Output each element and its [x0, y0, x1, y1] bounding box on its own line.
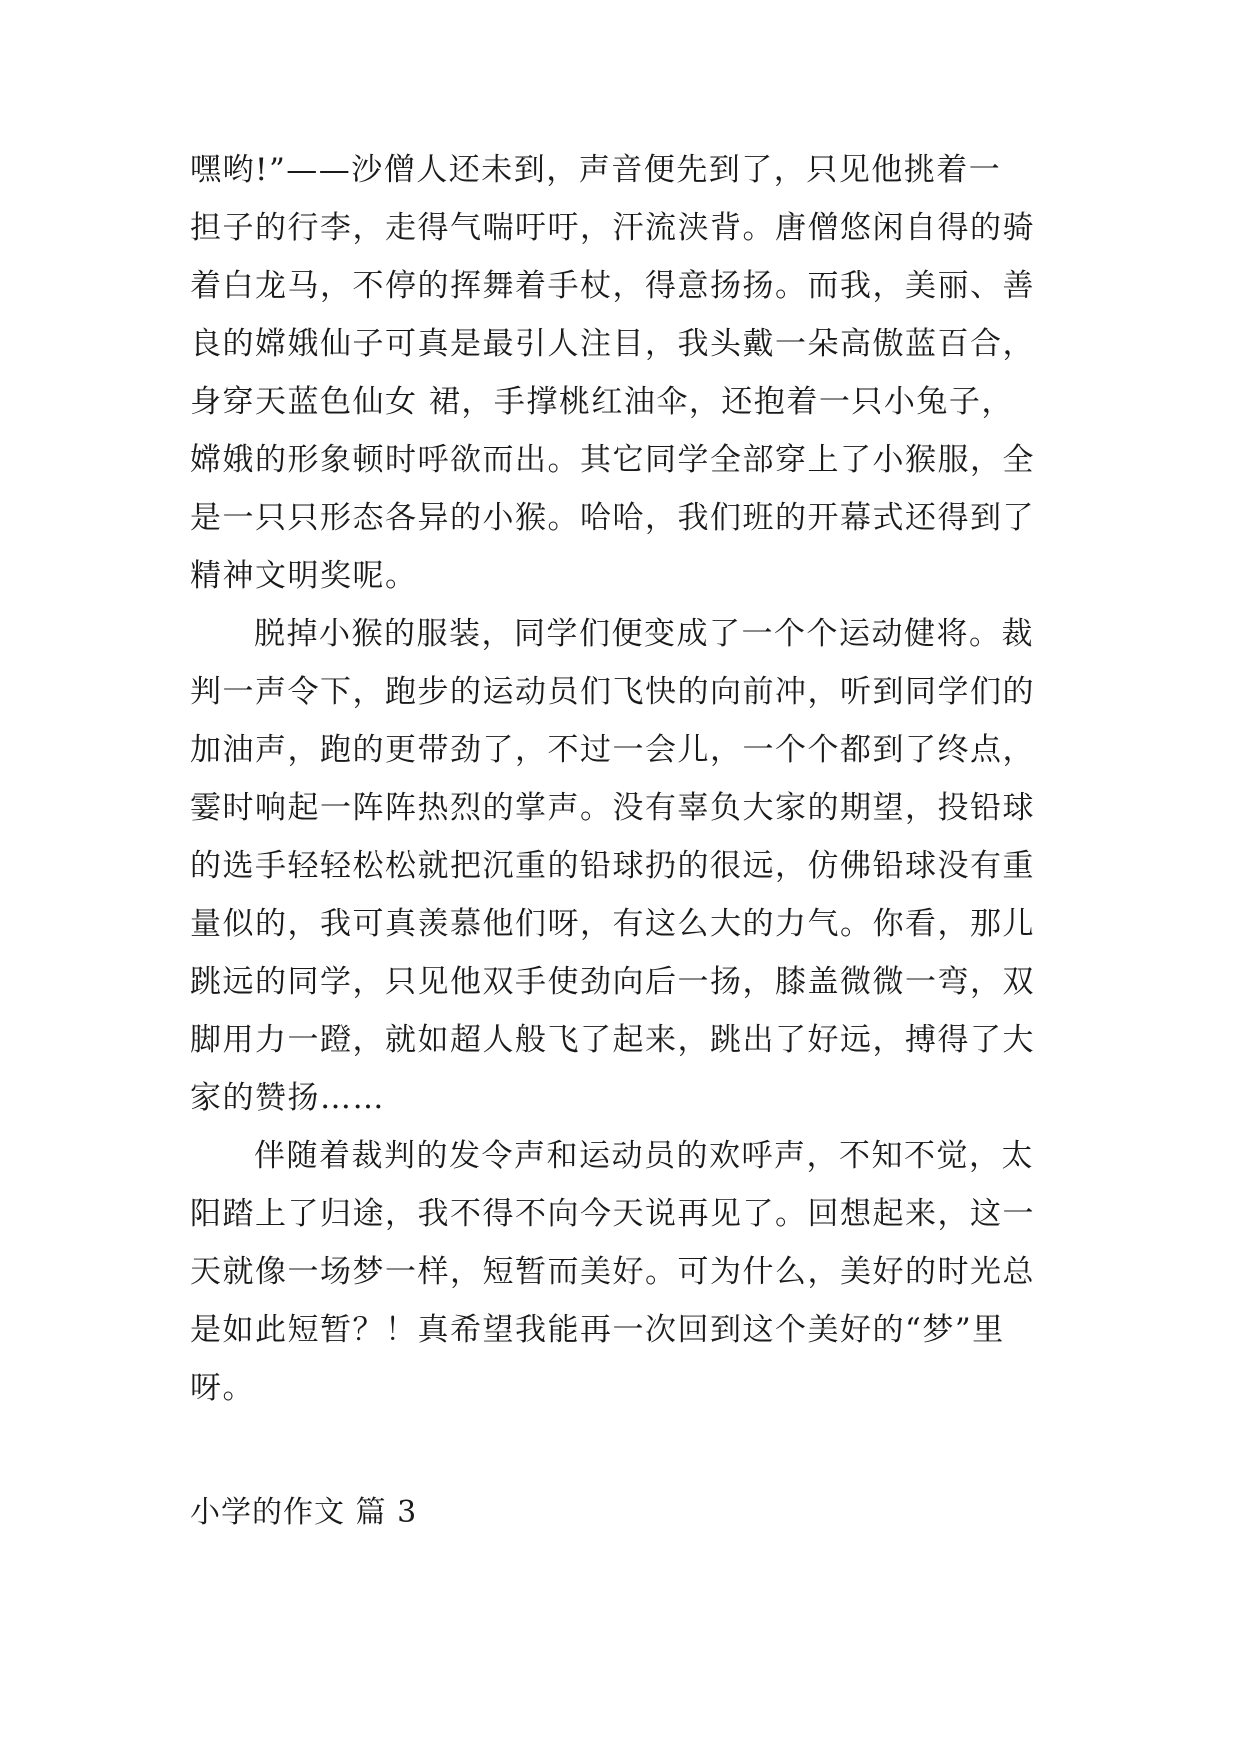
text-line: 家的赞扬…… [190, 1080, 385, 1116]
text-line: 加油声，跑的更带劲了，不过一会儿，一个个都到了终点， [190, 732, 1035, 768]
text-line: 是一只只形态各异的小猴。哈哈，我们班的开幕式还得到了 [190, 500, 1035, 536]
text-line: 跳远的同学，只见他双手使劲向后一扬，膝盖微微一弯，双 [190, 964, 1035, 1000]
text-line: 嘿哟!”——沙僧人还未到，声音便先到了，只见他挑着一 [190, 152, 1002, 188]
text-line: 着白龙马，不停的挥舞着手杖，得意扬扬。而我，美丽、善 [190, 268, 1035, 304]
text-line: 脱掉小猴的服装，同学们便变成了一个个运动健将。裁 [254, 616, 1034, 652]
section-heading: 小学的作文 篇 3 [190, 1495, 418, 1530]
text-line: 良的嫦娥仙子可真是最引人注目，我头戴一朵高傲蓝百合， [190, 326, 1035, 362]
text-line: 是如此短暂？！真希望我能再一次回到这个美好的“梦”里 [190, 1312, 1005, 1348]
text-line: 阳踏上了归途，我不得不向今天说再见了。回想起来，这一 [190, 1196, 1035, 1232]
text-line: 精神文明奖呢。 [190, 558, 418, 594]
text-line: 天就像一场梦一样，短暂而美好。可为什么，美好的时光总 [190, 1254, 1035, 1290]
text-line: 身穿天蓝色仙女 裙，手撑桃红油伞，还抱着一只小兔子， [190, 384, 1014, 420]
text-line: 呀。 [190, 1370, 255, 1406]
text-line: 霎时响起一阵阵热烈的掌声。没有辜负大家的期望，投铅球 [190, 790, 1035, 826]
text-line: 担子的行李，走得气喘吁吁，汗流浃背。唐僧悠闲自得的骑 [190, 210, 1035, 246]
text-line: 判一声令下，跑步的运动员们飞快的向前冲，听到同学们的 [190, 674, 1035, 710]
text-line: 脚用力一蹬，就如超人般飞了起来，跳出了好远，搏得了大 [190, 1022, 1035, 1058]
text-line: 伴随着裁判的发令声和运动员的欢呼声，不知不觉，太 [254, 1138, 1034, 1174]
text-line: 的选手轻轻松松就把沉重的铅球扔的很远，仿佛铅球没有重 [190, 848, 1035, 884]
text-line: 量似的，我可真羡慕他们呀，有这么大的力气。你看，那儿 [190, 906, 1035, 942]
text-line: 嫦娥的形象顿时呼欲而出。其它同学全部穿上了小猴服，全 [190, 442, 1035, 478]
